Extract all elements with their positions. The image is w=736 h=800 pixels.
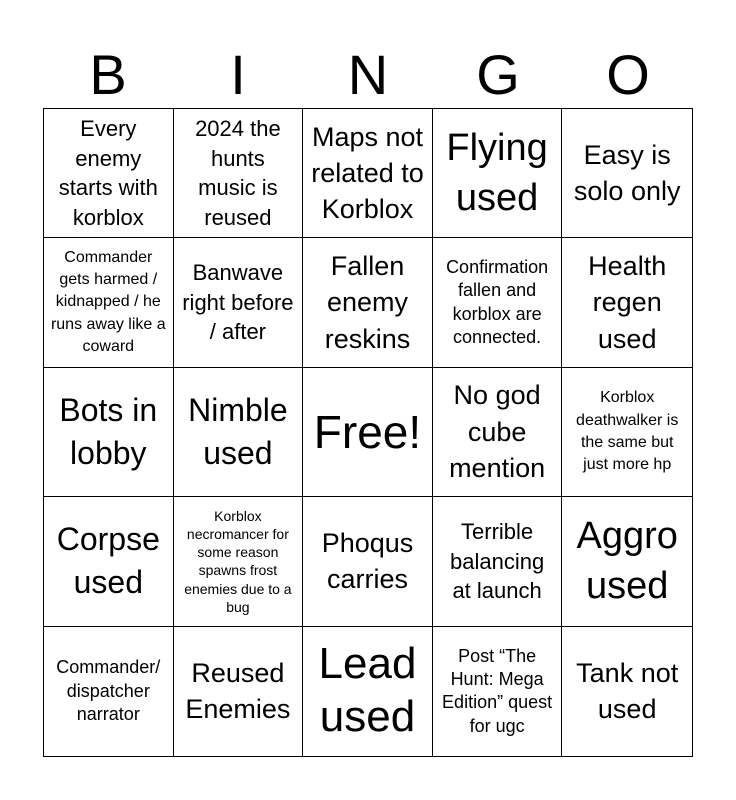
header-letter-n: N xyxy=(347,43,389,106)
cell-text: Confirmation fallen and korblox are connected. xyxy=(446,256,549,347)
cell-text: Lead used xyxy=(318,639,417,742)
bingo-cell[interactable] xyxy=(562,109,692,238)
cell-text: Reused Enemies xyxy=(185,657,291,725)
bingo-cell[interactable] xyxy=(303,627,433,756)
cell-text: Phoqus carries xyxy=(321,527,414,595)
bingo-cell[interactable] xyxy=(44,497,174,626)
free-space-text: Free! xyxy=(313,405,422,458)
bingo-cell[interactable] xyxy=(562,238,692,367)
bingo-cell[interactable] xyxy=(562,627,692,756)
bingo-cell[interactable] xyxy=(303,109,433,238)
bingo-cell[interactable] xyxy=(174,627,304,756)
bingo-cell[interactable] xyxy=(44,238,174,367)
bingo-cell[interactable] xyxy=(433,238,563,367)
header-letter-o: O xyxy=(606,43,650,106)
bingo-cell[interactable] xyxy=(174,109,304,238)
cell-text: Terrible balancing at launch xyxy=(450,518,545,604)
bingo-cell[interactable] xyxy=(44,368,174,497)
bingo-cell[interactable] xyxy=(44,627,174,756)
cell-text: Bots in lobby xyxy=(59,391,158,471)
cell-text: No god cube mention xyxy=(449,380,546,484)
cell-text: Easy is solo only xyxy=(573,139,681,207)
cell-text: 2024 the hunts music is reused xyxy=(195,115,281,230)
header-letter-b: B xyxy=(89,43,127,106)
cell-text: Maps not related to Korblox xyxy=(311,121,424,225)
bingo-cell[interactable] xyxy=(174,368,304,497)
bingo-cell[interactable] xyxy=(303,238,433,367)
bingo-cell[interactable] xyxy=(174,238,304,367)
bingo-cell[interactable] xyxy=(433,368,563,497)
free-space-cell[interactable] xyxy=(303,368,433,497)
cell-text: Commander gets harmed / kidnapped / he runs away like a coward xyxy=(50,248,166,356)
bingo-cell[interactable] xyxy=(44,109,174,238)
bingo-cell[interactable] xyxy=(174,497,304,626)
bingo-cell[interactable] xyxy=(433,497,563,626)
cell-text: Banwave right before / after xyxy=(182,260,294,345)
bingo-cell[interactable] xyxy=(303,497,433,626)
cell-text: Every enemy starts with korblox xyxy=(58,115,158,230)
bingo-cell[interactable] xyxy=(562,368,692,497)
cell-text: Fallen enemy reskins xyxy=(324,250,411,354)
cell-text: Corpse used xyxy=(56,521,160,601)
cell-text: Korblox deathwalker is the same but just more hp xyxy=(576,389,679,474)
bingo-board xyxy=(43,108,693,757)
header-letter-g: G xyxy=(476,43,520,106)
bingo-cell[interactable] xyxy=(433,109,563,238)
bingo-header xyxy=(43,44,693,106)
cell-text: Korblox necromancer for some reason spawns frost enemies due to a bug xyxy=(184,507,292,615)
bingo-cell[interactable] xyxy=(433,627,563,756)
cell-text: Health regen used xyxy=(588,250,667,354)
header-letter-i: I xyxy=(230,43,246,106)
cell-text: Commander/ dispatcher narrator xyxy=(56,657,161,724)
cell-text: Tank not used xyxy=(576,657,679,725)
bingo-cell[interactable] xyxy=(562,497,692,626)
cell-text: Nimble used xyxy=(188,391,288,471)
cell-text: Post “The Hunt: Mega Edition” quest for ugc xyxy=(442,645,553,736)
cell-text: Flying used xyxy=(446,127,548,220)
cell-text: Aggro used xyxy=(576,515,678,608)
